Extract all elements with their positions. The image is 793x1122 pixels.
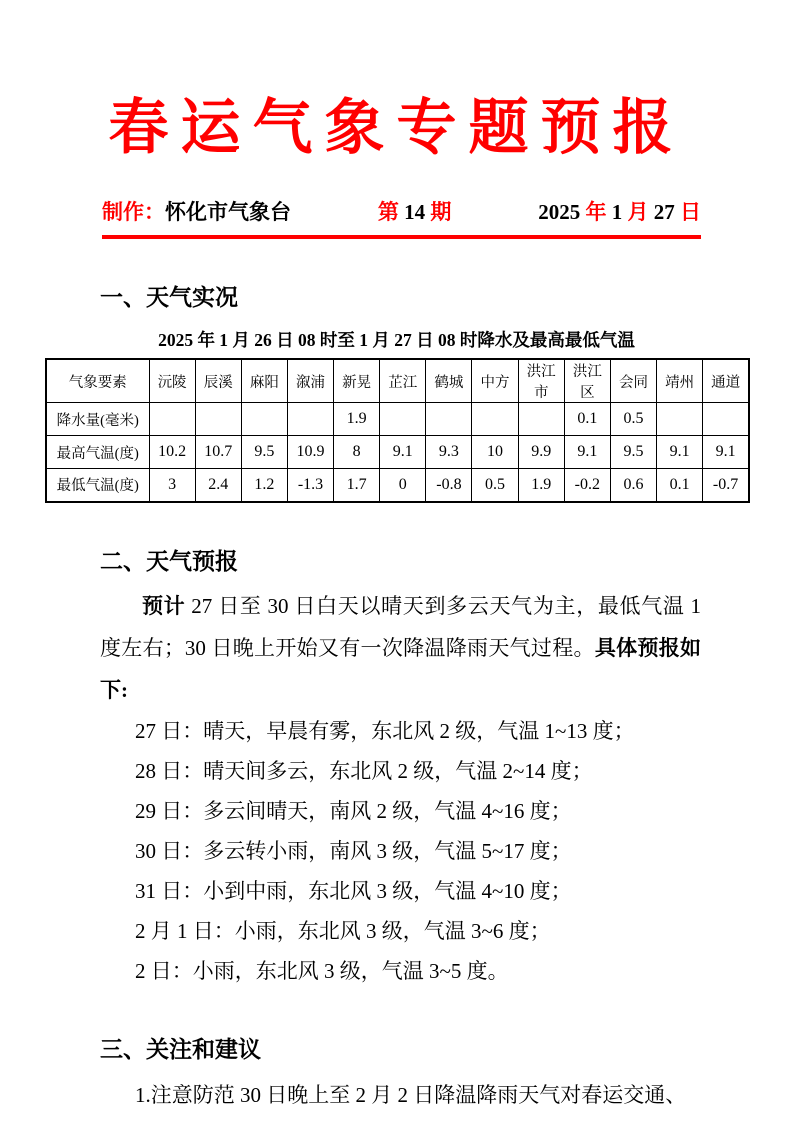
forecast-item: 30 日：多云转小雨，南风 3 级，气温 5~17 度； — [135, 838, 572, 863]
value-cell: 0.1 — [657, 469, 703, 502]
table-header-cell: 靖州 — [657, 359, 703, 403]
value-cell: 10.9 — [287, 436, 333, 469]
value-cell: 3 — [149, 469, 195, 502]
value-cell: 0.6 — [610, 469, 656, 502]
table-header-cell: 中方 — [472, 359, 518, 403]
table-row — [46, 436, 749, 469]
row-label-cell: 最低气温(度) — [46, 469, 149, 502]
value-cell: 9.1 — [703, 436, 749, 469]
table-header-cell: 新晃 — [334, 359, 380, 403]
value-cell — [657, 403, 703, 436]
value-cell — [426, 403, 472, 436]
advice-item: 1.注意防范 30 日晚上至 2 月 2 日降温降雨天气对春运交通、 — [135, 1082, 687, 1107]
text-segment: 27 — [653, 200, 680, 224]
value-cell — [195, 403, 241, 436]
text-segment: 2025 — [538, 200, 586, 224]
value-cell: 1.9 — [518, 469, 564, 502]
text-segment: 日 — [680, 200, 701, 224]
table-header-cell: 沅陵 — [149, 359, 195, 403]
value-cell: 8 — [334, 436, 380, 469]
masthead-row — [102, 196, 701, 226]
value-cell: 9.1 — [657, 436, 703, 469]
value-cell: 1.9 — [334, 403, 380, 436]
section-1-heading: 一、天气实况 — [100, 284, 238, 310]
value-cell — [380, 403, 426, 436]
value-cell: 9.1 — [380, 436, 426, 469]
table-header-cell: 麻阳 — [241, 359, 287, 403]
value-cell: 2.4 — [195, 469, 241, 502]
table-row — [46, 403, 749, 436]
row-label-cell: 降水量(毫米) — [46, 403, 149, 436]
table-header-cell: 通道 — [703, 359, 749, 403]
value-cell: 1.7 — [334, 469, 380, 502]
forecast-item: 29 日：多云间晴天，南风 2 级，气温 4~16 度； — [135, 798, 572, 823]
forecast-intro-paragraph — [100, 585, 701, 711]
forecast-item: 28 日：晴天间多云，东北风 2 级，气温 2~14 度； — [135, 758, 593, 783]
forecast-item: 27 日：晴天，早晨有雾，东北风 2 级，气温 1~13 度； — [135, 718, 635, 743]
table-caption: 2025 年 1 月 26 日 08 时至 1 月 27 日 08 时降水及最高最低气温 — [158, 330, 635, 350]
text-segment: 具体预报如下: — [100, 635, 702, 702]
table-header-cell: 溆浦 — [287, 359, 333, 403]
table-header-cell: 会同 — [610, 359, 656, 403]
issue-number — [378, 196, 452, 226]
value-cell: -0.2 — [564, 469, 610, 502]
value-cell: -1.3 — [287, 469, 333, 502]
weather-observation-table — [45, 358, 750, 503]
producer-text — [102, 196, 291, 226]
value-cell: 0.1 — [564, 403, 610, 436]
value-cell — [241, 403, 287, 436]
value-cell — [703, 403, 749, 436]
text-segment: 第 — [377, 200, 405, 224]
forecast-item: 31 日：小到中雨，东北风 3 级，气温 4~10 度； — [135, 878, 572, 903]
value-cell: 9.5 — [241, 436, 287, 469]
value-cell: 9.9 — [518, 436, 564, 469]
text-segment: 年 — [585, 200, 612, 224]
advice-list — [135, 1075, 701, 1115]
value-cell — [518, 403, 564, 436]
section-3-heading: 三、关注和建议 — [100, 1035, 261, 1062]
table-header-cell: 洪江市 — [518, 359, 564, 403]
value-cell — [287, 403, 333, 436]
value-cell: 9.3 — [426, 436, 472, 469]
value-cell: 9.1 — [564, 436, 610, 469]
value-cell: 10.2 — [149, 436, 195, 469]
value-cell: -0.7 — [703, 469, 749, 502]
value-cell — [472, 403, 518, 436]
text-segment: 预计 — [142, 593, 186, 618]
table-header-row — [46, 359, 749, 403]
value-cell: 0.5 — [610, 403, 656, 436]
text-segment: 1 — [611, 200, 628, 224]
section-2-heading: 二、天气预报 — [100, 547, 238, 574]
table-header-cell: 洪江区 — [564, 359, 610, 403]
table-header-cell: 气象要素 — [46, 359, 149, 403]
masthead-rule — [102, 235, 701, 239]
document-title: 春运气象专题预报 — [108, 95, 685, 161]
value-cell: 0.5 — [472, 469, 518, 502]
table-header-cell: 芷江 — [380, 359, 426, 403]
text-segment: 27 日至 30 日白天以晴天到多云天气为主，最低气温 1 度左右；30 日晚上开始又有一次降温降雨天气过程。 — [100, 593, 702, 660]
text-segment: 月 — [627, 200, 654, 224]
row-label-cell: 最高气温(度) — [46, 436, 149, 469]
table-header-cell: 鹤城 — [426, 359, 472, 403]
issue-date — [538, 196, 701, 226]
value-cell: 0 — [380, 469, 426, 502]
table-row — [46, 469, 749, 502]
value-cell: 9.5 — [610, 436, 656, 469]
value-cell — [149, 403, 195, 436]
text-segment: 怀化市气象台 — [165, 200, 291, 224]
forecast-item: 2 日：小雨，东北风 3 级，气温 3~5 度。 — [135, 958, 509, 983]
value-cell: 10 — [472, 436, 518, 469]
value-cell: 10.7 — [195, 436, 241, 469]
text-segment: 制作： — [102, 200, 165, 224]
table-header-cell: 辰溪 — [195, 359, 241, 403]
text-segment: 期 — [425, 200, 452, 224]
value-cell: -0.8 — [426, 469, 472, 502]
text-segment: 14 — [404, 200, 426, 224]
value-cell: 1.2 — [241, 469, 287, 502]
daily-forecast-list — [135, 711, 701, 991]
forecast-item: 2 月 1 日：小雨，东北风 3 级，气温 3~6 度； — [135, 918, 551, 943]
